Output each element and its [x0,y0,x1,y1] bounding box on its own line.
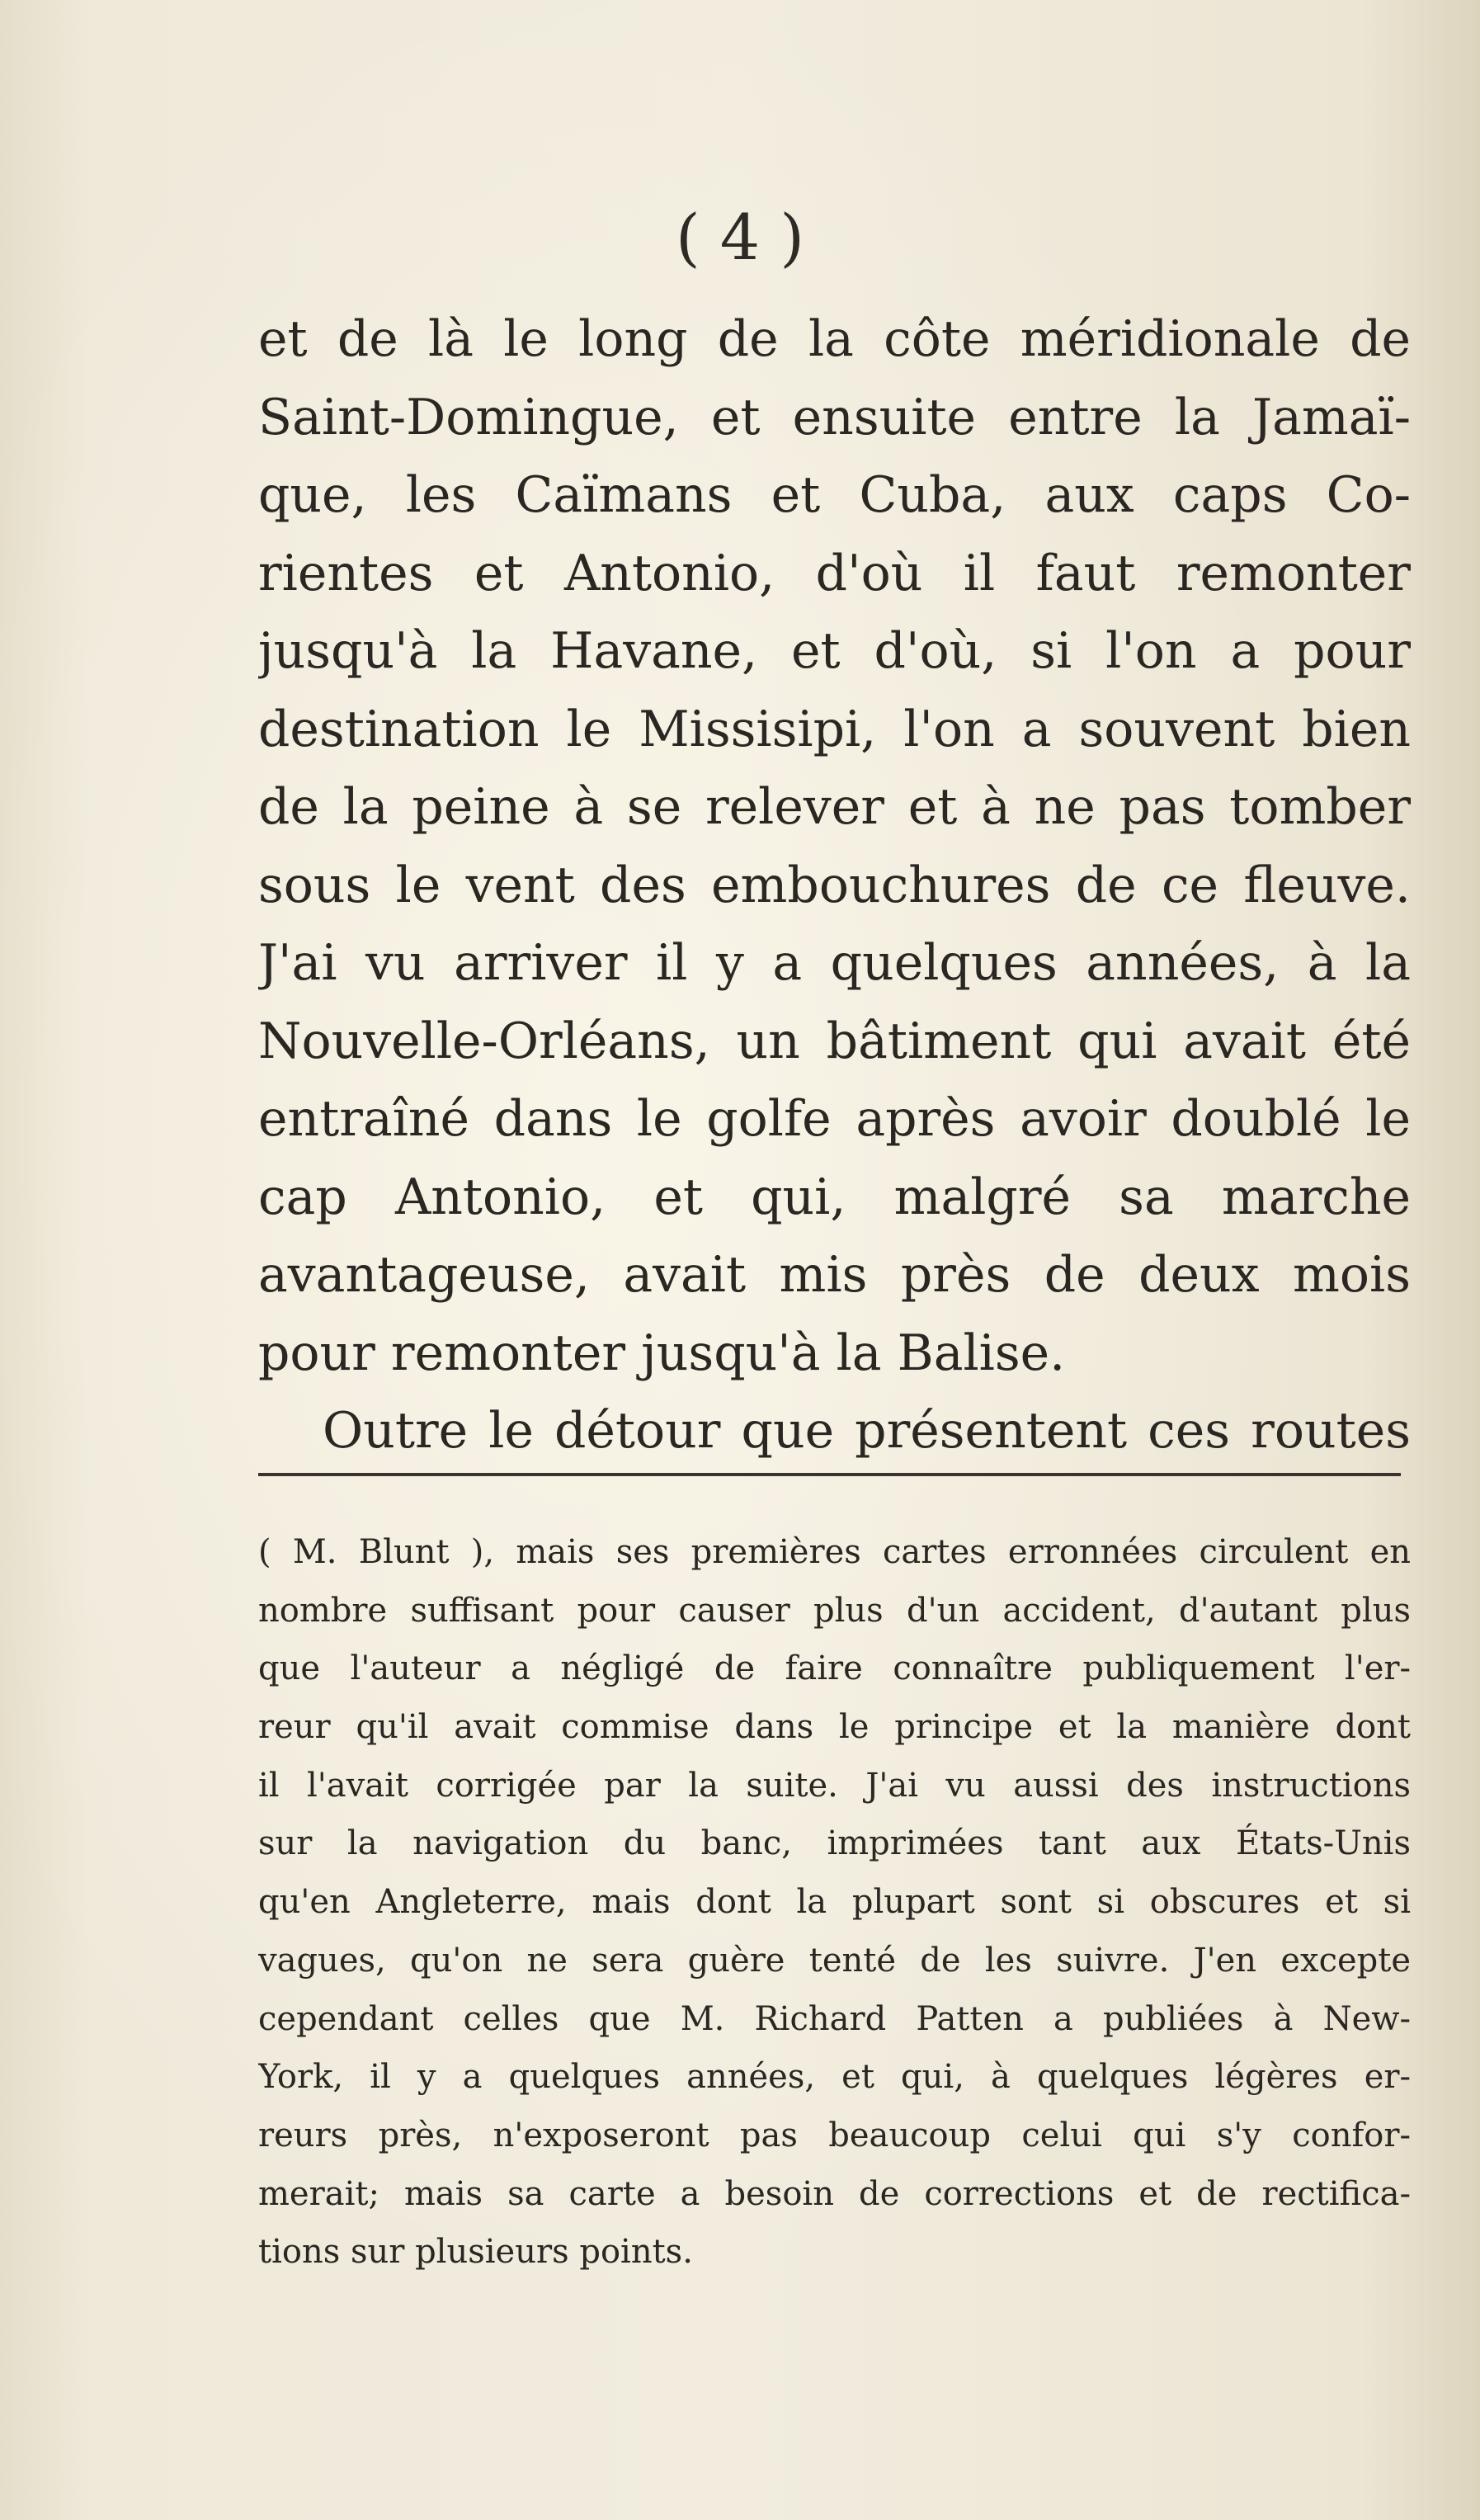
main-text-line: jusqu'à la Havane, et d'où, si l'on a pour [258,622,1411,680]
main-text-line: destination le Missisipi, l'on a souvent bien [258,700,1411,758]
footnote-line: tions sur plusieurs points. [258,2233,693,2272]
footnote-line: que l'auteur a négligé de faire connaître publiquement l'er- [258,1649,1411,1688]
footnote-line: vagues, qu'on ne sera guère tenté de les suivre. J'en excepte [258,1941,1411,1980]
footnote-line: ( M. Blunt ), mais ses premières cartes erronnées circulent en [258,1533,1411,1571]
main-text-line: pour remonter jusqu'à la Balise. [258,1324,1066,1382]
main-text-line: sous le vent des embouchures de ce fleuve. [258,856,1411,914]
main-text-line: que, les Caïmans et Cuba, aux caps Co- [258,466,1411,524]
footnote-line: merait; mais sa carte a besoin de corrections et de rectifica- [258,2174,1411,2213]
main-text-block [258,300,1411,1470]
footnote-line: reurs près, n'exposeront pas beaucoup celui qui s'y confor- [258,2116,1411,2154]
footnote-line: nombre suffisant pour causer plus d'un accident, d'autant plus [258,1591,1411,1630]
footnote-line: cependant celles que M. Richard Patten a publiées à New- [258,1999,1411,2038]
footnote-line: reur qu'il avait commise dans le principe et la manière dont [258,1708,1411,1747]
footnote-separator-rule [258,1473,1401,1476]
page-number: ( 4 ) [676,201,804,274]
main-text-line: J'ai vu arriver il y a quelques années, à la [258,934,1411,992]
main-text-line: Nouvelle-Orléans, un bâtiment qui avait été [258,1012,1411,1070]
main-text-line: Outre le détour que présentent ces routes [323,1402,1411,1460]
main-text-line: de la peine à se relever et à ne pas tomber [258,778,1411,836]
main-text-line: entraîné dans le golfe après avoir doublé le [258,1090,1411,1148]
main-text-line: avantageuse, avait mis près de deux mois [258,1246,1411,1304]
footnote-line: il l'avait corrigée par la suite. J'ai vu aussi des instructions [258,1766,1411,1805]
main-text-line: cap Antonio, et qui, malgré sa marche [258,1168,1411,1226]
footnote-line: qu'en Angleterre, mais dont la plupart sont si obscures et si [258,1883,1411,1922]
main-text-line: et de là le long de la côte méridionale de [258,310,1411,368]
main-text-line: Saint-Domingue, et ensuite entre la Jamaï- [258,388,1411,446]
main-text-line: rientes et Antonio, d'où il faut remonter [258,544,1411,602]
footnote-line: sur la navigation du banc, imprimées tant aux États-Unis [258,1824,1411,1863]
footnote-block [258,1523,1411,2282]
footnote-line: York, il y a quelques années, et qui, à quelques légères er- [258,2058,1411,2097]
